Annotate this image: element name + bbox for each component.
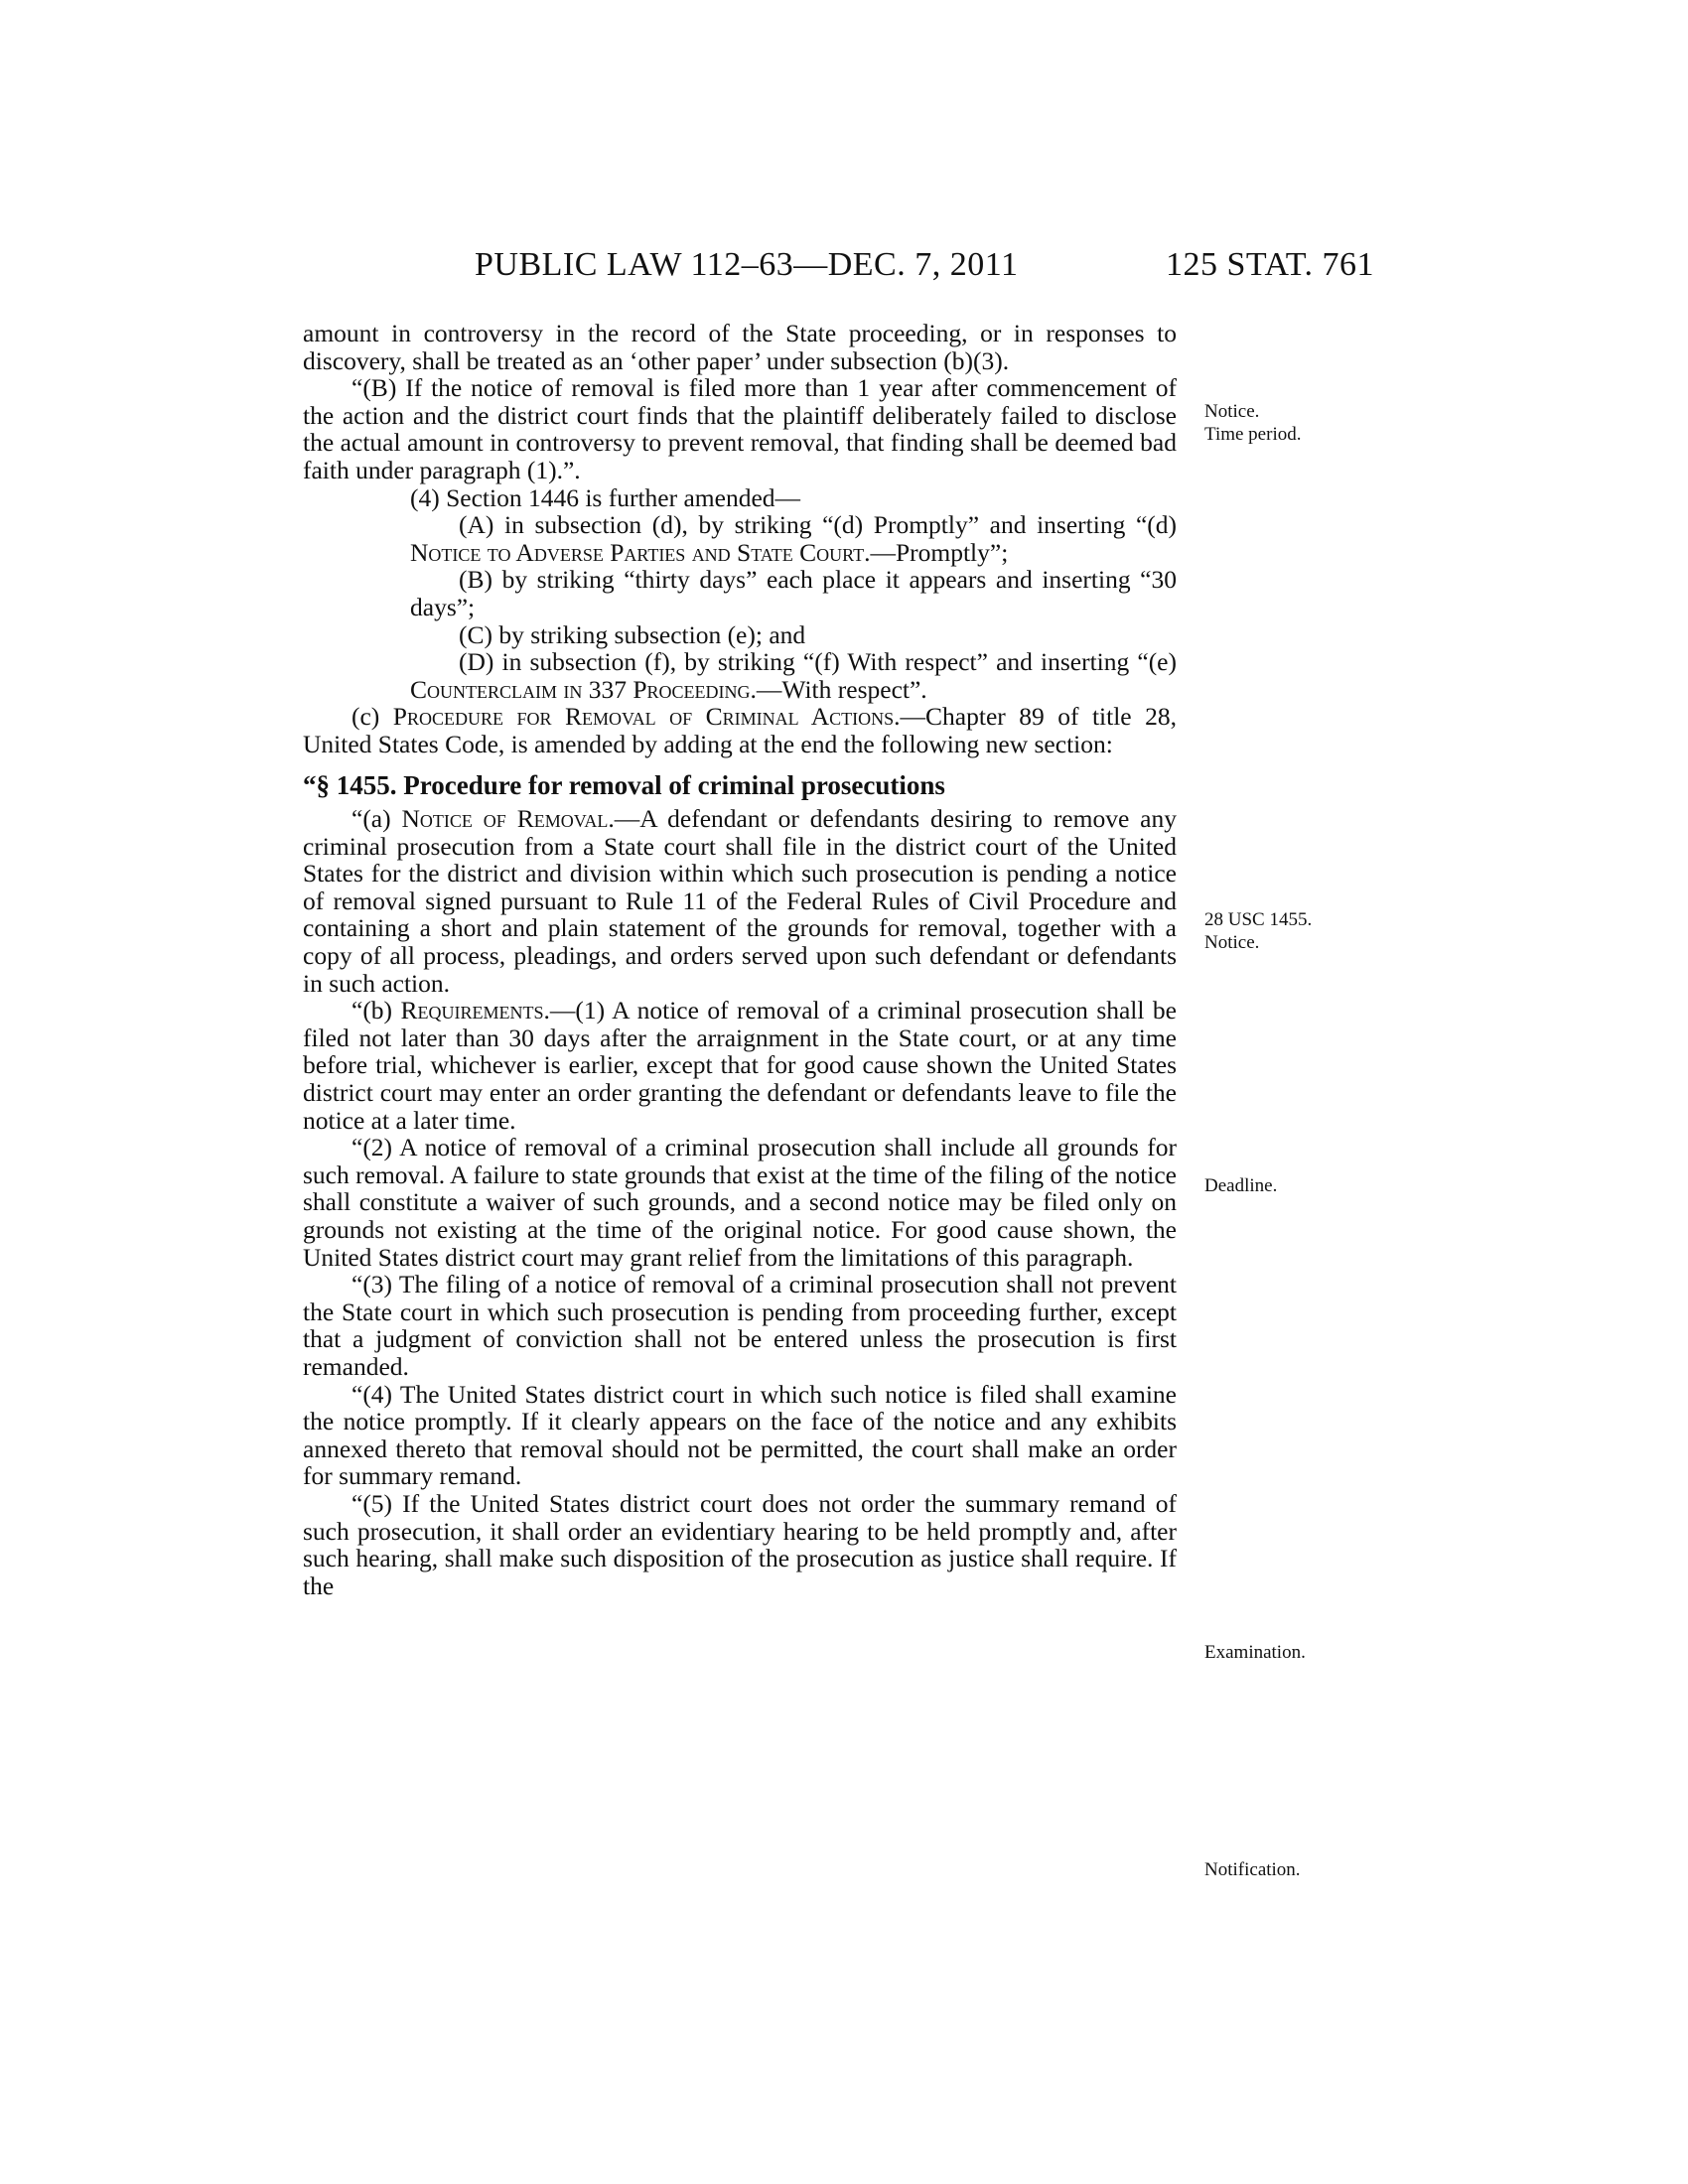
paragraph: “(a) Notice of Removal.—A defendant or defendants desiring to remove any criminal prosecution from a State court shall file in the district court of the United States for the district and division within which such prosecution is pending a notice of removal signed pursuant to Rule 11 of the Federal Rules of Civil Procedure and containing a short and plain statement of the grounds for removal, together with a copy of all process, pleadings, and orders served upon such defendant or defendants in such action. — [303, 804, 1177, 998]
margin-note: Notice. — [1204, 932, 1260, 953]
page-reference: 125 STAT. 761 — [1166, 246, 1374, 283]
page-header — [0, 246, 1688, 286]
margin-note: Deadline. — [1204, 1175, 1278, 1196]
margin-note: Notice. — [1204, 401, 1260, 422]
paragraph: “(b) Requirements.—(1) A notice of removal of a criminal prosecution shall be filed not later than 30 days after the arraignment in the State court, or at any time before trial, whichever is earlier, except that for good cause shown the United States district court may enter an order granting the defendant or defendants leave to file the notice at a later time. — [303, 996, 1177, 1135]
running-head: PUBLIC LAW 112–63—DEC. 7, 2011 — [475, 246, 1019, 283]
paragraph: (C) by striking subsection (e); and — [459, 619, 806, 649]
paragraph: (D) in subsection (f), by striking “(f) With respect” and inserting “(e) Counterclaim in 337 Proceeding.—With respect”. — [410, 647, 1177, 704]
paragraph: “(5) If the United States district court does not order the summary remand of such prosecution, it shall order an evidentiary hearing to be held promptly and, after such hearing, shall make such disposition of the prosecution as justice shall require. If the — [303, 1488, 1177, 1600]
margin-note: Time period. — [1204, 424, 1302, 445]
paragraph: amount in controversy in the record of the State proceeding, or in responses to discovery, shall be treated as an ‘other paper’ under subsection (b)(3). — [303, 319, 1177, 375]
paragraph: (c) Procedure for Removal of Criminal Actions.—Chapter 89 of title 28, United States Code, is amended by adding at the end the following new section: — [303, 702, 1177, 758]
paragraph: (B) by striking “thirty days” each place it appears and inserting “30 days”; — [410, 565, 1177, 621]
paragraph: “(B) If the notice of removal is filed more than 1 year after commencement of the action and the district court finds that the plaintiff deliberately failed to disclose the actual amount in controversy to prevent removal, that finding shall be deemed bad faith under paragraph (1).”. — [303, 373, 1177, 484]
margin-note: Examination. — [1204, 1642, 1306, 1663]
paragraph: “(4) The United States district court in which such notice is filed shall examine the notice promptly. If it clearly appears on the face of the notice and any exhibits annexed thereto that removal should not be permitted, the court shall make an order for summary remand. — [303, 1379, 1177, 1491]
paragraph: (A) in subsection (d), by striking “(d) Promptly” and inserting “(d) Notice to Adverse Parties and State Court.—Promptly”; — [410, 510, 1177, 567]
section-heading: “§ 1455. Procedure for removal of criminal prosecutions — [303, 769, 945, 800]
paragraph: (4) Section 1446 is further amended— — [410, 482, 801, 512]
paragraph: “(3) The filing of a notice of removal of a criminal prosecution shall not prevent the State court in which such prosecution is pending from proceeding further, except that a judgment of conviction shall not be entered unless the prosecution is first remanded. — [303, 1270, 1177, 1381]
margin-note: 28 USC 1455. — [1204, 909, 1313, 930]
paragraph: “(2) A notice of removal of a criminal prosecution shall include all grounds for such removal. A failure to state grounds that exist at the time of the filing of the notice shall constitute a waiver of such grounds, and a second notice may be filed only on grounds not existing at the time of the original notice. For good cause shown, the United States district court may grant relief from the limitations of this paragraph. — [303, 1133, 1177, 1272]
margin-note: Notification. — [1204, 1859, 1301, 1880]
statute-body — [303, 320, 1177, 1599]
